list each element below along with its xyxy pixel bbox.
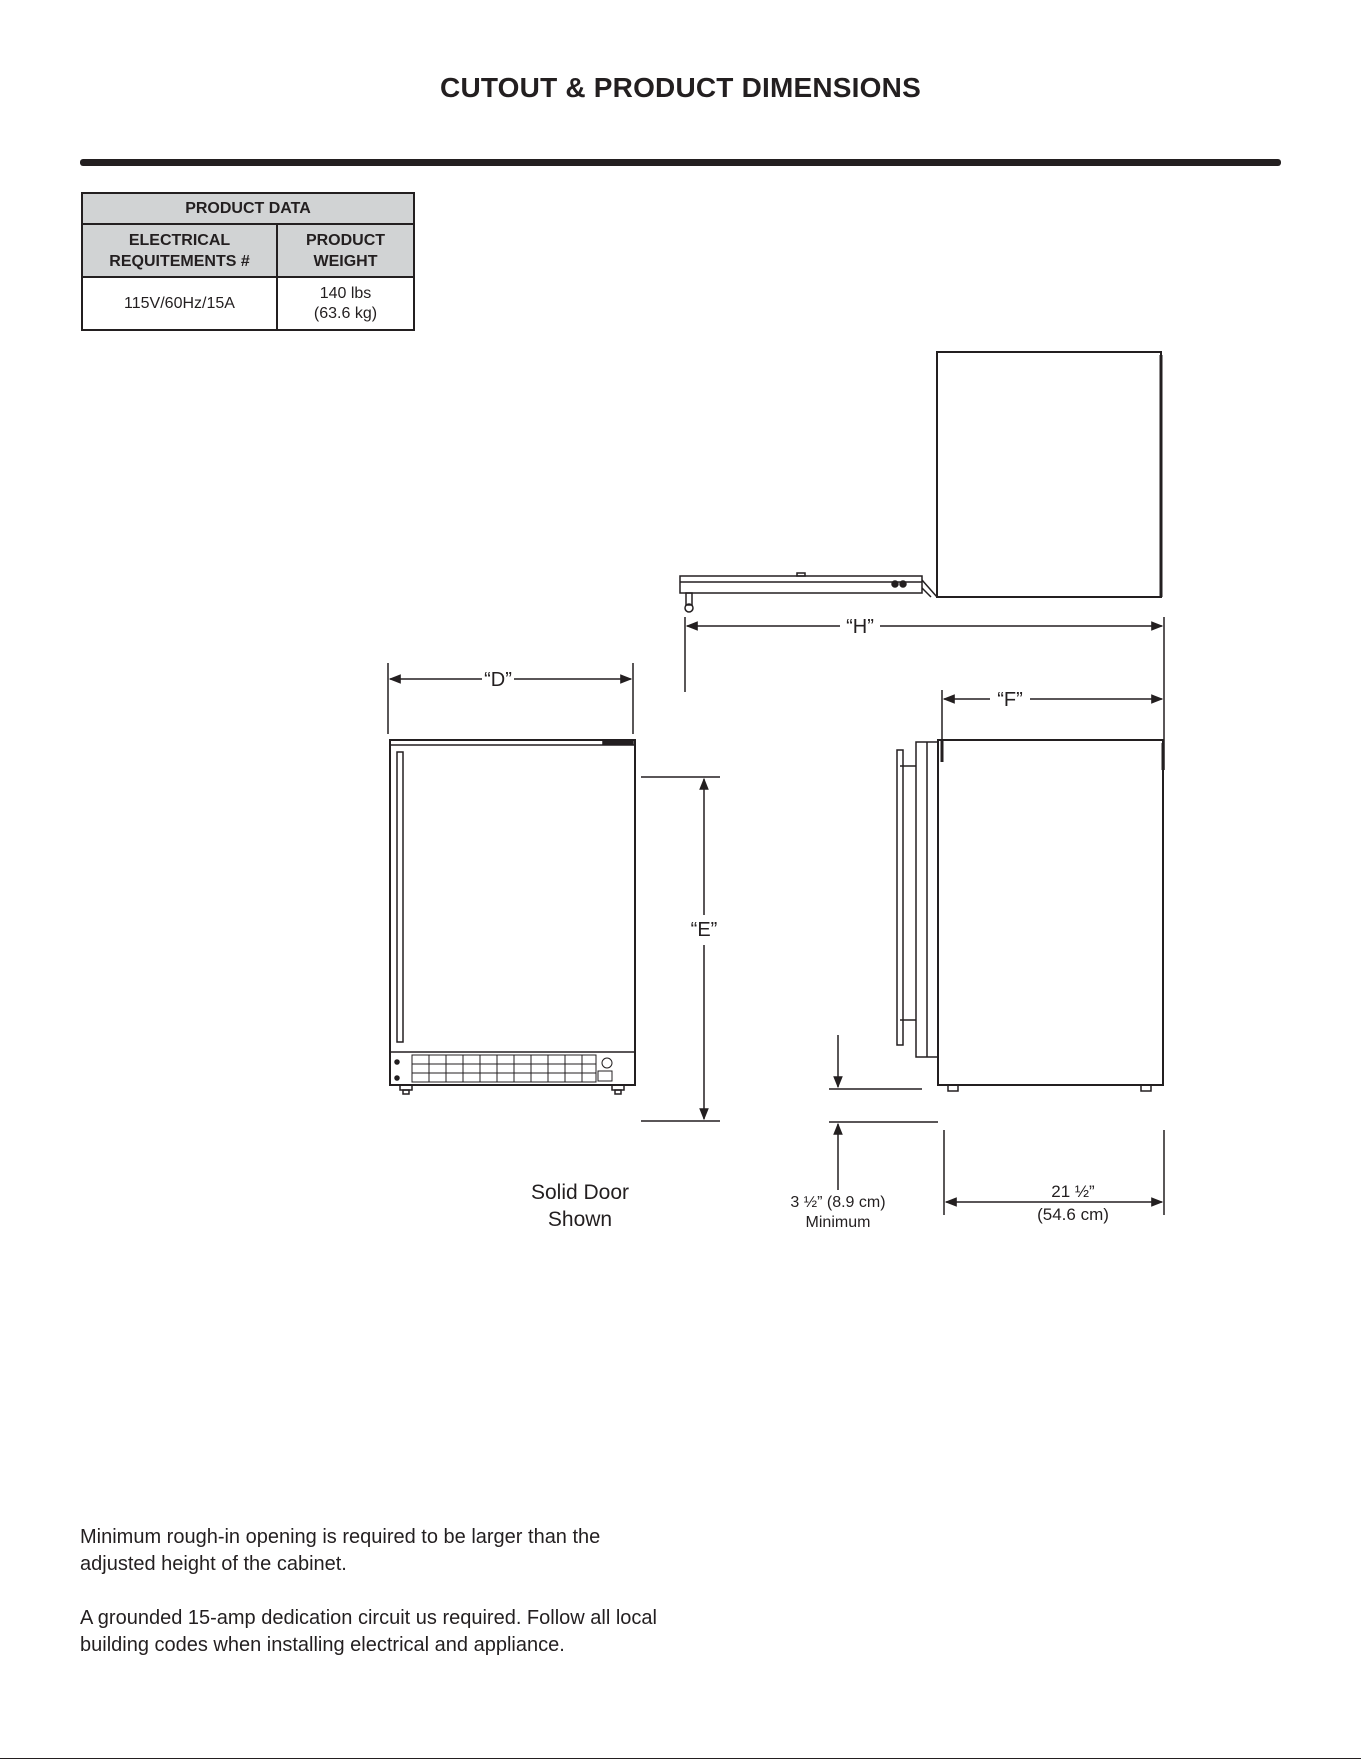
front-vent-grille	[412, 1055, 612, 1082]
page-title: CUTOUT & PRODUCT DIMENSIONS	[440, 72, 921, 103]
dimension-h	[685, 617, 1164, 770]
side-view-unit	[897, 740, 1163, 1091]
dimension-e-label: “E”	[690, 919, 718, 941]
circuit-note: A grounded 15-amp dedication circuit us required. Follow all local building codes when installing electrical and appliance.	[80, 1607, 657, 1656]
weight-kg: (63.6 kg)	[313, 304, 378, 322]
caption-line-1: Solid Door	[530, 1181, 630, 1204]
electrical-value: 115V/60Hz/15A	[82, 277, 277, 330]
clearance-value: 3 ½” (8.9 cm)	[790, 1194, 886, 1211]
product-weight-header: PRODUCT WEIGHT	[277, 224, 414, 277]
dimension-f	[942, 690, 1162, 742]
top-view-door-open	[680, 352, 1161, 612]
dimension-h-label: “H”	[846, 616, 874, 638]
product-data-header: PRODUCT DATA	[82, 193, 414, 224]
front-view-unit	[390, 740, 635, 1094]
rough-in-note: Minimum rough-in opening is required to be larger than the adjusted height of the cabinet.	[80, 1526, 601, 1575]
dimension-depth	[944, 1130, 1164, 1215]
caption-line-2: Shown	[547, 1208, 613, 1231]
footer-divider	[0, 1758, 1361, 1759]
clearance-note: Minimum	[805, 1214, 871, 1231]
electrical-requirements-header: ELECTRICAL REQUITEMENTS #	[82, 224, 277, 277]
dimension-e	[641, 777, 720, 1121]
weight-lbs: 140 lbs	[319, 284, 372, 302]
dimension-clearance	[829, 1035, 938, 1190]
depth-inches: 21 ½”	[1051, 1182, 1095, 1201]
depth-cm: (54.6 cm)	[1037, 1205, 1109, 1224]
dimension-f-label: “F”	[997, 689, 1023, 711]
dimension-d-label: “D”	[484, 669, 512, 691]
